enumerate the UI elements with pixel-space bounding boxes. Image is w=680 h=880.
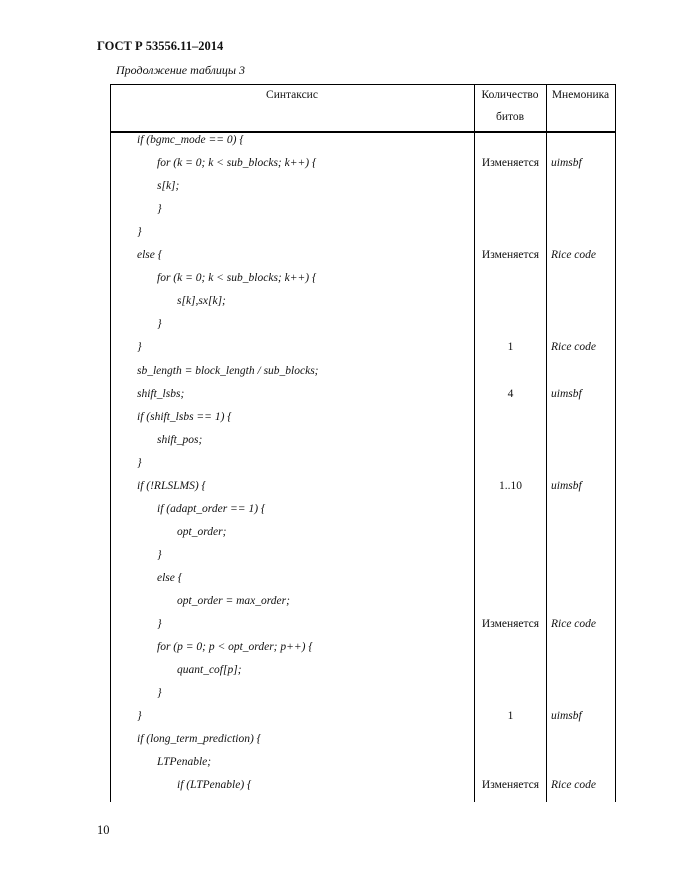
- table-row: [110, 267, 616, 290]
- bits-cell: 4: [507, 387, 514, 400]
- syntax-cell: }: [157, 687, 162, 700]
- mnemonic-cell: uimsbf: [551, 157, 582, 170]
- table-row: [110, 636, 616, 659]
- syntax-cell: else {: [157, 571, 183, 584]
- mnemonic-cell: uimsbf: [551, 387, 582, 400]
- table-row: [110, 360, 616, 383]
- syntax-cell: for (p = 0; p < opt_order; p++) {: [157, 641, 313, 654]
- syntax-cell: }: [157, 203, 162, 216]
- table-row: [110, 705, 616, 728]
- table-row: [110, 244, 616, 267]
- table-row: [110, 221, 616, 244]
- syntax-cell: }: [137, 710, 142, 723]
- syntax-cell: if (LTPenable) {: [177, 779, 252, 792]
- table-row: [110, 336, 616, 359]
- table-row: [110, 313, 616, 336]
- header-bits-line1: Количество: [481, 89, 539, 101]
- bits-cell: Изменяется: [481, 157, 540, 170]
- header-mnemonic: Мнемоника: [551, 89, 610, 101]
- table-row: [110, 728, 616, 751]
- syntax-cell: opt_order;: [177, 525, 227, 538]
- table-row: [110, 659, 616, 682]
- table-row: [110, 498, 616, 521]
- table-row: [110, 682, 616, 705]
- syntax-cell: }: [157, 318, 162, 331]
- bits-cell: 1: [507, 710, 514, 723]
- syntax-cell: shift_lsbs;: [137, 387, 185, 400]
- mnemonic-cell: Rice code: [551, 779, 597, 792]
- bits-cell: Изменяется: [481, 618, 540, 631]
- mnemonic-cell: uimsbf: [551, 479, 582, 492]
- table-row: [110, 475, 616, 498]
- syntax-cell: if (long_term_prediction) {: [137, 733, 262, 746]
- syntax-table: [110, 84, 616, 802]
- syntax-cell: }: [137, 226, 142, 239]
- bits-cell: 1: [507, 341, 514, 354]
- bits-cell: 1..10: [499, 479, 522, 492]
- mnemonic-cell: Rice code: [551, 618, 597, 631]
- page-number: 10: [97, 823, 110, 837]
- mnemonic-cell: Rice code: [551, 249, 597, 262]
- table-row: [110, 152, 616, 175]
- syntax-cell: quant_cof[p];: [177, 664, 242, 677]
- syntax-cell: }: [157, 548, 162, 561]
- table-row: [110, 567, 616, 590]
- table-row: [110, 383, 616, 406]
- syntax-cell: sb_length = block_length / sub_blocks;: [137, 364, 319, 377]
- syntax-cell: shift_pos;: [157, 433, 203, 446]
- table-row: [110, 452, 616, 475]
- table-continuation-caption: Продолжение таблицы 3: [116, 63, 246, 77]
- bits-cell: Изменяется: [481, 779, 540, 792]
- table-row: [110, 751, 616, 774]
- header-bits: [474, 84, 546, 128]
- syntax-cell: for (k = 0; k < sub_blocks; k++) {: [157, 272, 317, 285]
- table-row: [110, 429, 616, 452]
- table-row: [110, 406, 616, 429]
- table-row: [110, 290, 616, 313]
- table-row: [110, 198, 616, 221]
- syntax-cell: if (!RLSLMS) {: [137, 479, 207, 492]
- syntax-cell: for (k = 0; k < sub_blocks; k++) {: [157, 157, 317, 170]
- syntax-cell: if (adapt_order == 1) {: [157, 502, 266, 515]
- syntax-cell: else {: [137, 249, 163, 262]
- syntax-cell: }: [137, 456, 142, 469]
- bits-cell: Изменяется: [481, 249, 540, 262]
- table-row: [110, 521, 616, 544]
- table-row: [110, 175, 616, 198]
- syntax-cell: s[k],sx[k];: [177, 295, 226, 308]
- table-row: [110, 544, 616, 567]
- mnemonic-cell: uimsbf: [551, 710, 582, 723]
- syntax-cell: opt_order = max_order;: [177, 595, 290, 607]
- syntax-cell: s[k];: [157, 180, 180, 193]
- table-row: [110, 590, 616, 613]
- syntax-cell: LTPenable;: [157, 756, 212, 769]
- mnemonic-cell: Rice code: [551, 341, 597, 354]
- header-bits-line2: битов: [495, 111, 525, 123]
- document-header: ГОСТ Р 53556.11–2014: [97, 39, 224, 53]
- table-row: [110, 613, 616, 636]
- header-syntax: Синтаксис: [266, 89, 318, 101]
- syntax-cell: }: [137, 341, 142, 354]
- syntax-cell: if (bgmc_mode == 0) {: [137, 134, 244, 146]
- syntax-cell: if (shift_lsbs == 1) {: [137, 410, 232, 423]
- table-row: [110, 774, 616, 797]
- table-row: [110, 129, 616, 152]
- syntax-cell: }: [157, 618, 162, 631]
